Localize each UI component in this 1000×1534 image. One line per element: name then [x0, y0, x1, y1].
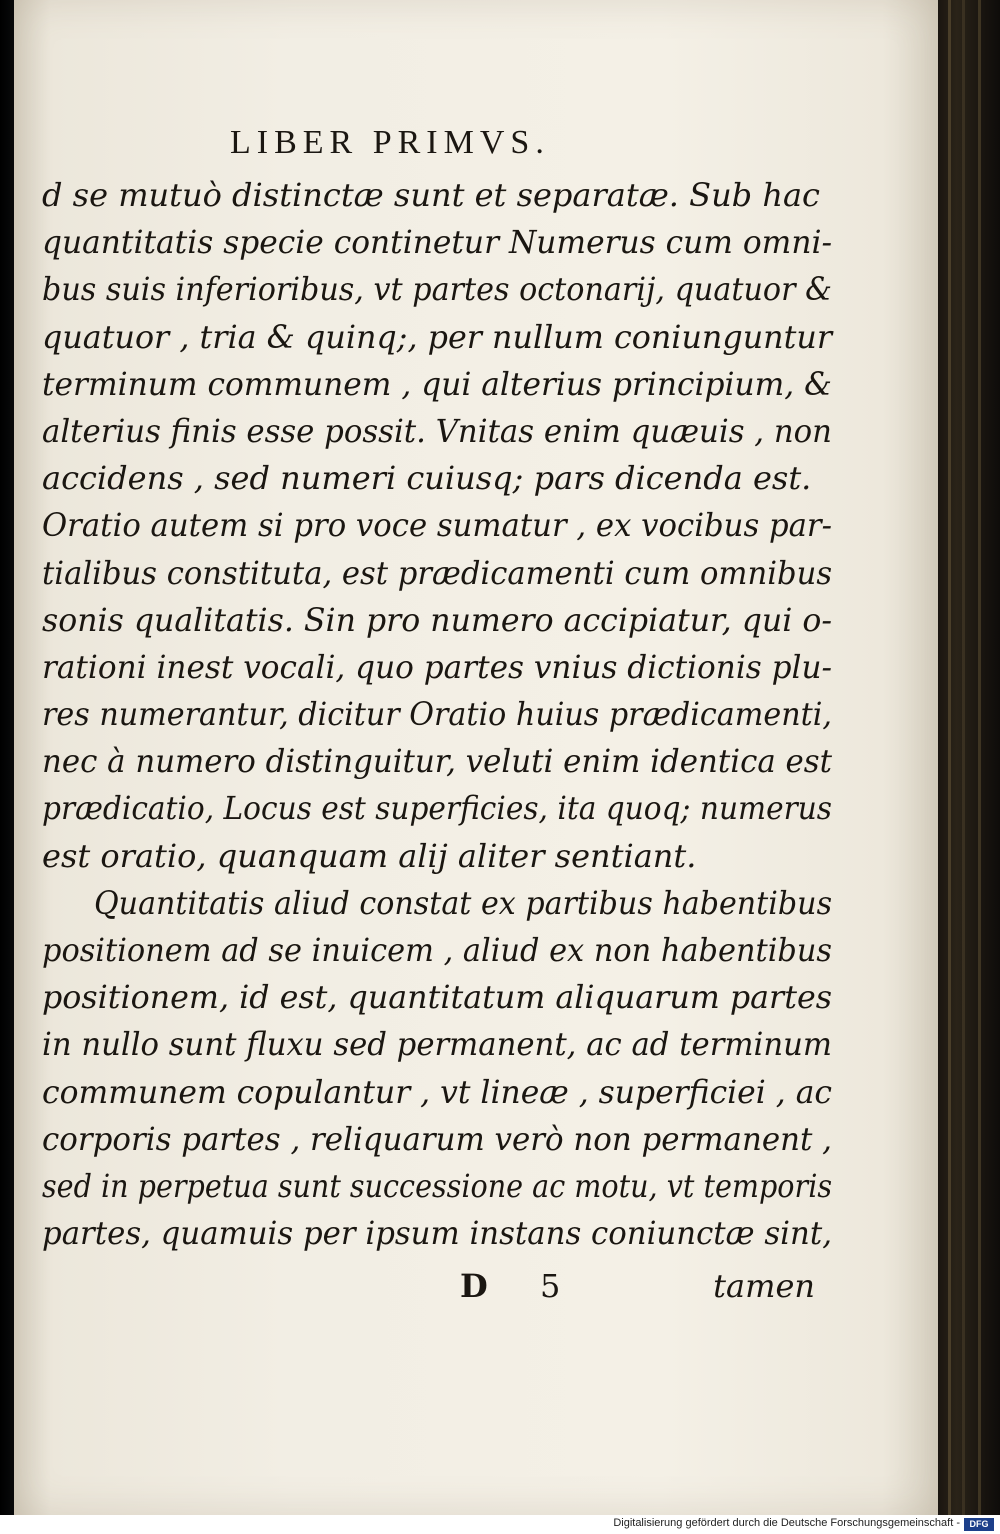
- running-head: LIBER PRIMVS.: [230, 124, 550, 161]
- book-page-edge: [938, 0, 1000, 1515]
- text-line: alterius finis esse possit. Vnitas enim quæuis , non: [42, 411, 832, 450]
- credit-bar: [0, 1515, 1000, 1534]
- text-line: bus suis inferioribus, vt partes octonarij, quatuor &: [42, 270, 832, 309]
- text-line: rationi inest vocali, quo partes vnius dictionis plu-: [42, 647, 833, 686]
- body-text: [42, 172, 832, 1257]
- dfg-logo: DFG: [964, 1518, 994, 1531]
- text-line: nec à numero distinguitur, veluti enim identica est: [42, 742, 832, 781]
- signature-mark: D: [460, 1267, 488, 1305]
- text-line: res numerantur, dicitur Oratio huius prædicamenti,: [42, 695, 832, 734]
- text-line: sonis qualitatis. Sin pro numero accipiatur, qui o-: [42, 600, 833, 639]
- text-line: positionem ad se inuicem , aliud ex non habentibus: [42, 931, 832, 969]
- text-line: tialibus constituta, est prædicamenti cum omnibus: [42, 553, 833, 592]
- book-page: [14, 0, 938, 1515]
- text-line: Oratio autem si pro voce sumatur , ex vocibus par-: [42, 506, 832, 545]
- text-line: prædicatio, Locus est superficies, ita quoq; numerus: [42, 789, 832, 828]
- text-line: est oratio, quanquam alij aliter sentiant.: [42, 836, 697, 875]
- text-line: terminum communem , qui alterius principium, &: [42, 364, 832, 403]
- page-footer: [460, 1267, 815, 1317]
- text-line: corporis partes , reliquarum verò non permanent ,: [42, 1119, 832, 1158]
- text-line: quatuor , tria & quinq;, per nullum coniunguntur: [42, 317, 833, 356]
- text-line: sed in perpetua sunt successione ac motu, vt temporis: [42, 1166, 833, 1205]
- catchword: tamen: [713, 1267, 815, 1305]
- credit-text: Digitalisierung gefördert durch die Deutsche Forschungsgemeinschaft -: [613, 1517, 960, 1529]
- text-line: in nullo sunt fluxu sed permanent, ac ad terminum: [42, 1025, 832, 1064]
- text-line: Quantitatis aliud constat ex partibus habentibus: [94, 883, 833, 922]
- text-line: quantitatis specie continetur Numerus cum omni-: [42, 223, 833, 262]
- text-line: partes, quamuis per ipsum instans coniunctæ sint,: [42, 1214, 832, 1253]
- text-line: accidens , sed numeri cuiusq; pars dicenda est.: [42, 459, 812, 498]
- folio-number: 5: [540, 1267, 561, 1305]
- text-line: d se mutuò distinctæ sunt et separatæ. Sub hac: [42, 176, 820, 214]
- text-line: communem copulantur , vt lineæ , superficiei , ac: [42, 1072, 832, 1111]
- text-line: positionem, id est, quantitatum aliquarum partes: [42, 978, 832, 1017]
